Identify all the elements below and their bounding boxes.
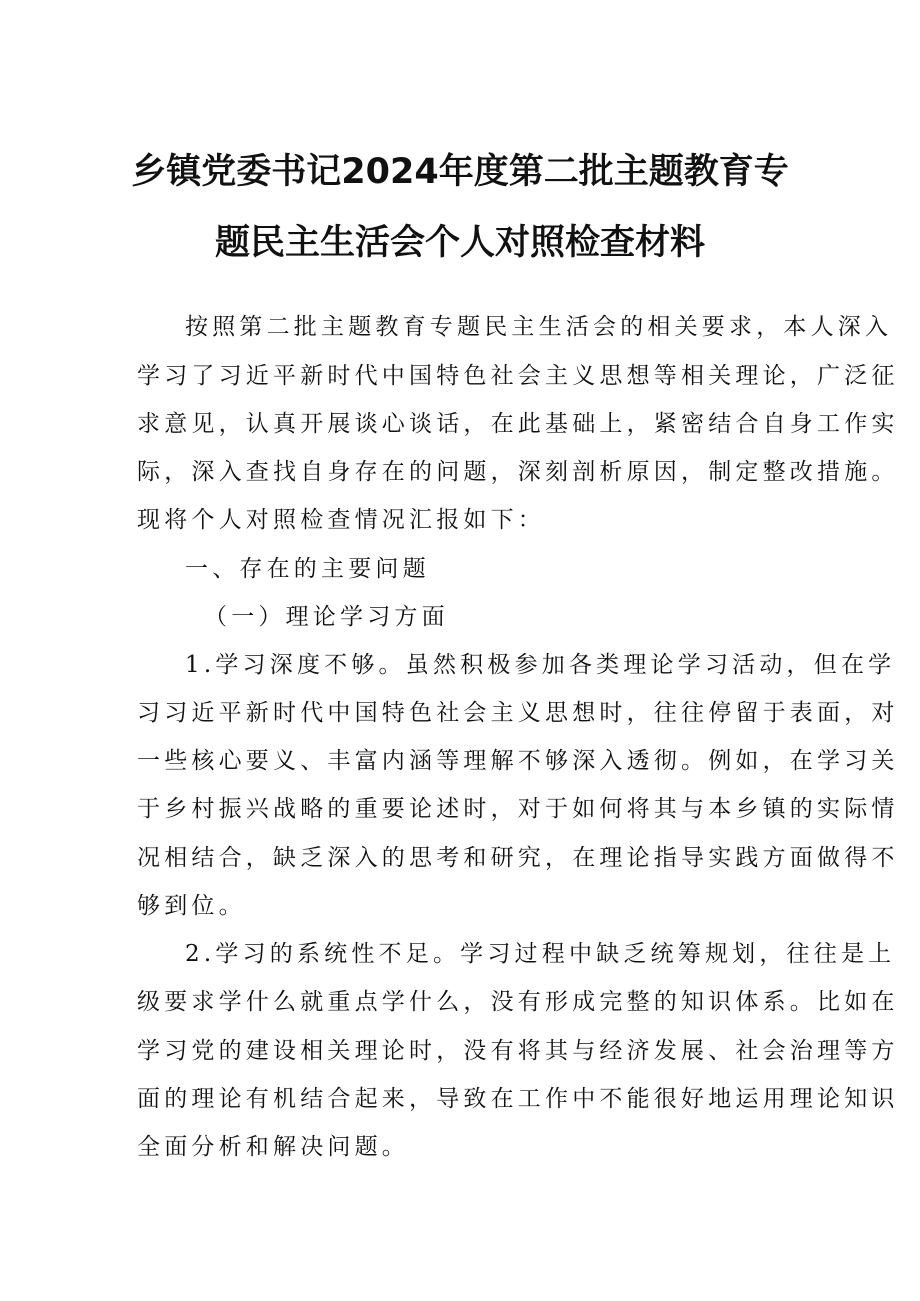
item2-line: 2.学习的系统性不足。学习过程中缺乏统筹规划，往往是上 bbox=[185, 941, 896, 967]
intro-line: 现将个人对照检查情况汇报如下： bbox=[137, 507, 545, 533]
document-title-line-2: 题民主生活会个人对照检查材料 bbox=[214, 223, 705, 263]
item1-line: 一些核心要义、丰富内涵等理解不够深入透彻。例如，在学习关 bbox=[137, 748, 899, 774]
item2-line: 级要求学什么就重点学什么，没有形成完整的知识体系。比如在 bbox=[137, 989, 899, 1015]
item2-line: 面的理论有机结合起来，导致在工作中不能很好地运用理论知识 bbox=[137, 1086, 899, 1112]
subsection-heading: （一）理论学习方面 bbox=[204, 604, 449, 630]
section-heading: 一、存在的主要问题 bbox=[185, 556, 430, 582]
intro-line: 求意见，认真开展谈心谈话，在此基础上，紧密结合自身工作实 bbox=[137, 411, 899, 437]
item1-line: 够到位。 bbox=[137, 893, 246, 919]
document-title-line-1: 乡镇党委书记2024年度第二批主题教育专 bbox=[131, 152, 789, 192]
intro-line: 际，深入查找自身存在的问题，深刻剖析原因，制定整改措施。 bbox=[137, 459, 899, 485]
item2-line: 全面分析和解决问题。 bbox=[137, 1134, 409, 1160]
intro-line: 按照第二批主题教育专题民主生活会的相关要求，本人深入 bbox=[185, 314, 893, 340]
item1-line: 1.学习深度不够。虽然积极参加各类理论学习活动，但在学 bbox=[185, 652, 896, 678]
item1-line: 于乡村振兴战略的重要论述时，对于如何将其与本乡镇的实际情 bbox=[137, 796, 899, 822]
item1-line: 习习近平新时代中国特色社会主义思想时，往往停留于表面，对 bbox=[137, 700, 899, 726]
item2-line: 学习党的建设相关理论时，没有将其与经济发展、社会治理等方 bbox=[137, 1038, 899, 1064]
item1-line: 况相结合，缺乏深入的思考和研究，在理论指导实践方面做得不 bbox=[137, 845, 899, 871]
intro-line: 学习了习近平新时代中国特色社会主义思想等相关理论，广泛征 bbox=[137, 363, 899, 389]
